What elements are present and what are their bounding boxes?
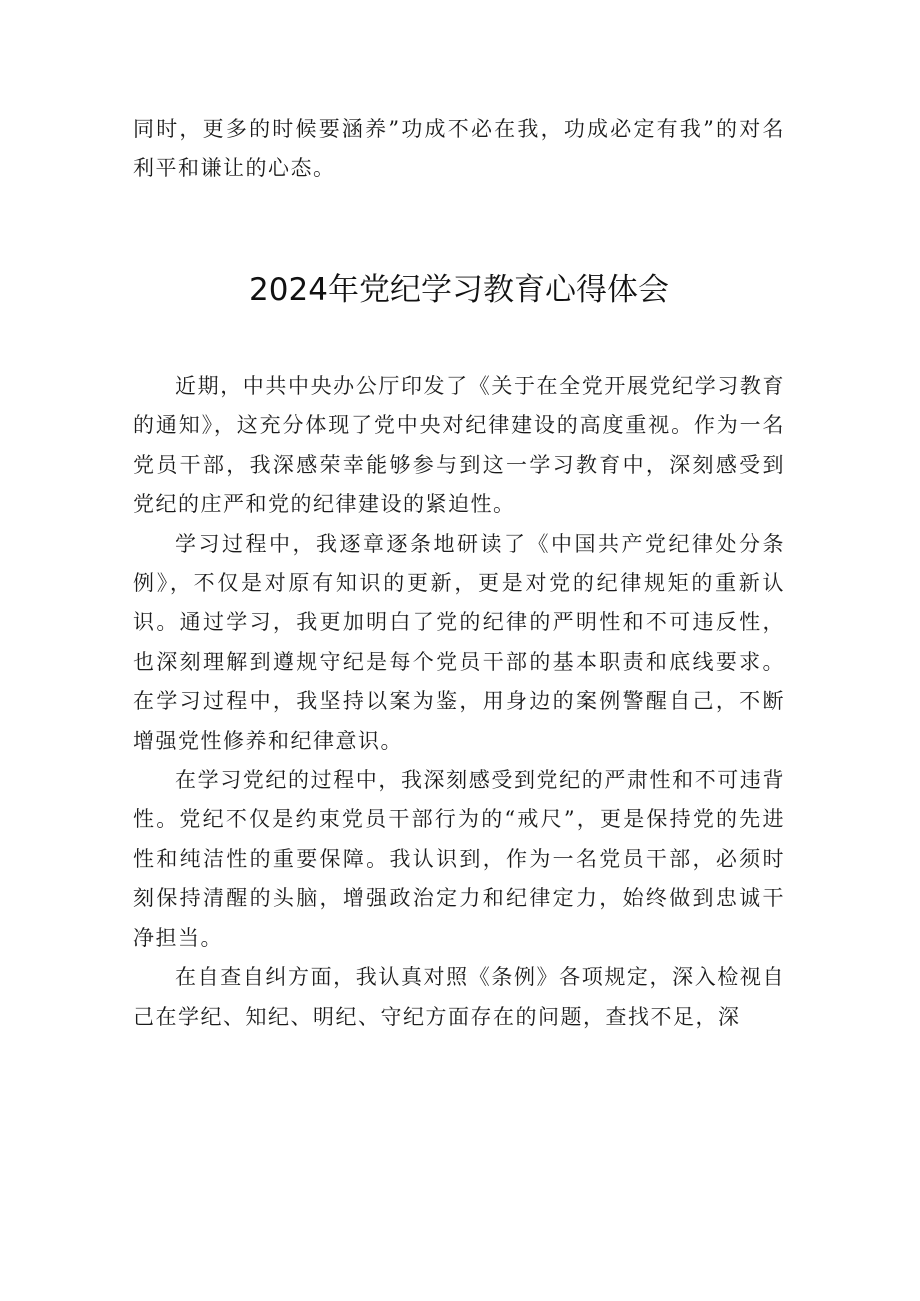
intro-paragraph: 同时，更多的时候要涵养”功成不必在我，功成必定有我”的对名利平和谦让的心态。	[133, 117, 785, 180]
document-body	[133, 367, 785, 1037]
body-paragraph-3: 在学习党纪的过程中，我深刻感受到党纪的严肃性和不可违背性。党纪不仅是约束党员干部行为的“戒尺”，更是保持党的先进性和纯洁性的重要保障。我认识到，作为一名党员干部，必须时刻保持清醒的头脑，增强政治定力和纪律定力，始终做到忠诚干净担当。	[133, 768, 785, 950]
document-title: 2024年党纪学习教育心得体会	[249, 272, 669, 308]
body-paragraph-4: 在自查自纠方面，我认真对照《条例》各项规定，深入检视自己在学纪、知纪、明纪、守纪方面存在的问题，查找不足，深	[133, 965, 785, 1029]
document-page	[133, 110, 785, 1029]
body-paragraph-1: 近期，中共中央办公厅印发了《关于在全党开展党纪学习教育的通知》，这充分体现了党中央对纪律建设的高度重视。作为一名党员干部，我深感荣幸能够参与到这一学习教育中，深刻感受到党纪的庄严和党的纪律建设的紧迫性。	[133, 374, 785, 517]
body-paragraph-2: 学习过程中，我逐章逐条地研读了《中国共产党纪律处分条例》，不仅是对原有知识的更新，更是对党的纪律规矩的重新认识。通过学习，我更加明白了党的纪律的严明性和不可违反性，也深刻理解到遵规守纪是每个党员干部的基本职责和底线要求。在学习过程中，我坚持以案为鉴，用身边的案例警醒自己，不断增强党性修养和纪律意识。	[133, 531, 785, 753]
